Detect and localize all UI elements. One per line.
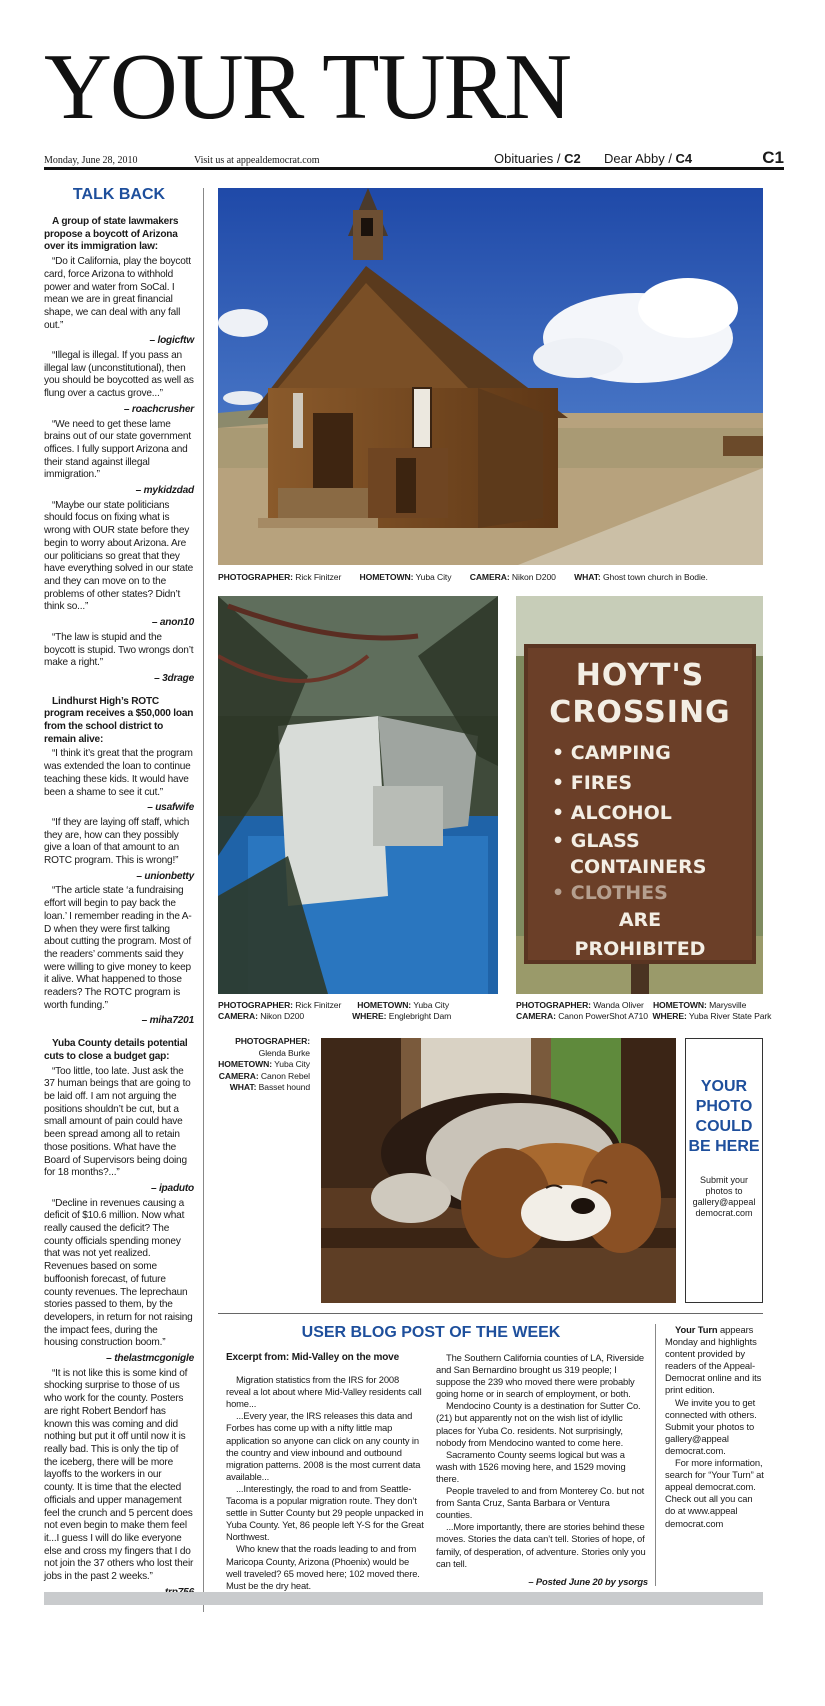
caption-label: CAMERA: [516, 1011, 556, 1021]
caption-label: PHOTOGRAPHER: [516, 1000, 591, 1010]
promo-text: Submit your photos to gallery@appeal democrat.com [692, 1175, 756, 1218]
blog-paragraph: Mendocino County is a destination for Sutter Co. (21) but apparently not on the wish list of idyllic places for Yuba Co. residents. Not surprisingly, nobody from Mendocino wanted to come here. [436, 1400, 641, 1448]
sign-line: PROHIBITED [574, 938, 706, 960]
blog-paragraph: Who knew that the roads leading to and from Maricopa County, Arizona (Phoenix) would be well traveled? 65 moved here; 102 moved there. Must be the dry heat. [226, 1543, 420, 1591]
reader-comment: “Illegal is illegal. If you pass an illegal law (unconstitutional), then you should be boycotted as well as flung over a cactus grove...” [44, 350, 194, 400]
church-photo [218, 188, 763, 565]
dateline [44, 150, 784, 170]
column-divider [203, 188, 204, 1612]
blog-paragraph: The Southern California counties of LA, Riverside and San Bernardino brought us 319 people; I suppose the 239 who moved there were probably going home or in search of employment, or both. [436, 1352, 644, 1400]
sign-photo [516, 596, 763, 994]
sign-line: • GLASS [552, 830, 640, 852]
camera: Nikon D200 [511, 572, 556, 582]
comment-author: – mykidzdad [135, 485, 194, 497]
issue-date: Monday, June 28, 2010 [44, 155, 138, 166]
website-promo: Visit us at appealdemocrat.com [194, 155, 320, 166]
dear-abby-xref [604, 151, 692, 166]
hometown: Yuba City [274, 1059, 310, 1069]
reader-comment: “It is not like this is some kind of shocking surprise to those of us who work for the county. Posters are right Robert Bendorf has known this was coming and did nothing but put it off until now it is really bad. This is only the tip of the iceberg, there will be more layoffs to the workers in our county. It is time that the elected officials and upper management feel the crunch and 5 percent does not even begin to make them feel it...I guess I will do like everyone else and cross my fingers that I do not join the 37 others who lost their jobs in the past 2 weeks.” [44, 1367, 194, 1583]
photo-subject: Ghost town church in Bodie. [602, 572, 708, 582]
comment-author: – ipaduto [150, 1182, 194, 1194]
caption-label: WHERE: [652, 1011, 687, 1021]
obituaries-xref [494, 151, 581, 166]
caption-label: WHAT: [574, 572, 601, 582]
column-divider [655, 1324, 656, 1586]
camera: Canon PowerShot A710 [558, 1011, 648, 1021]
sign-line: CROSSING [549, 695, 731, 730]
caption-label: CAMERA: [218, 1011, 258, 1021]
blog-paragraph: ...Interestingly, the road to and from Seattle-Tacoma is a popular migration route. They don’t settle in Sutter County but 29 people unpacked in Yuba County. Yet, 86 people left Y-S for the Great Northwest. [226, 1482, 424, 1543]
camera: Nikon D200 [260, 1011, 305, 1021]
caption-label: PHOTOGRAPHER: [218, 1000, 293, 1010]
caption-label: HOMETOWN: [359, 572, 414, 582]
blog-paragraph: People traveled to and from Monterey Co. but not from Santa Cruz, Santa Barbara or Ventura counties. [436, 1485, 645, 1521]
blog-excerpt-title: Excerpt from: Mid-Valley on the move [226, 1352, 399, 1363]
dog-photo [321, 1038, 676, 1303]
photographer-name: Glenda Burke [258, 1047, 310, 1058]
photographer-name: Wanda Oliver [593, 1000, 644, 1010]
info-text: We invite you to get connected with others. Submit your photos to gallery@appeal democrat.com. [665, 1396, 757, 1456]
comment-author: – miha7201 [141, 1015, 194, 1027]
sign-line: ARE [618, 909, 662, 931]
photo-subject: Basset hound [258, 1082, 310, 1092]
dam-caption [218, 1000, 451, 1022]
comment-author: – 3drage [154, 672, 194, 684]
blog-column-1 [226, 1352, 424, 1592]
photographer-name: Rick Finitzer [295, 1000, 342, 1010]
obituaries-label: Obituaries / [494, 151, 565, 166]
photo-location: Englebright Dam [388, 1011, 452, 1021]
caption-label: CAMERA: [469, 572, 510, 582]
sign-text [530, 658, 750, 964]
sign-line: HOYT'S [575, 658, 705, 693]
promo-headline-line: PHOTO [695, 1098, 753, 1115]
comment-author: – anon10 [151, 617, 194, 629]
reader-comment: “Too little, too late. Just ask the 37 human beings that are going to be laid off. I am not arguing the positions shouldn’t be cut, but a small amount of pain could have been spread among all to retain those positions. What have the Board of Supervisors being doing for 18 months?...” [44, 1065, 191, 1179]
section-name: Your Turn [675, 1324, 718, 1335]
your-turn-info [665, 1324, 765, 1530]
info-text: For more information, search for “Your Turn” at appeal democrat.com. Check out all you can do at www.appeal democrat.com [665, 1457, 764, 1529]
church-caption [218, 572, 708, 583]
reader-comment: “Maybe our state politicians should focus on fixing what is wrong with OUR state before they begin to worry about Arizona. Are our politicians so great that they have everything solved in our state and they can move on to the problems of other states? Didn’t think so...” [44, 499, 193, 613]
reader-comment: “Do it California, play the boycott card, force Arizona to withhold power and water from SoCal. I mean we are in great financial shape, we can deal with any fall out.” [44, 256, 191, 331]
sign-line: • CAMPING [552, 742, 671, 764]
hometown: Marysville [709, 1000, 747, 1010]
page-title: YOUR TURN [44, 35, 571, 139]
talk-back-heading: TALK BACK [72, 186, 166, 203]
sign-line: • CLOTHES [552, 882, 668, 904]
caption-label: WHERE: [352, 1011, 387, 1021]
topic-headline: A group of state lawmakers propose a boycott of Arizona over its immigration law: [44, 216, 179, 253]
your-photo-promo [685, 1038, 763, 1303]
caption-label: HOMETOWN: [357, 1000, 412, 1010]
dog-caption [218, 1036, 310, 1094]
promo-headline-line: COULD [695, 1118, 753, 1135]
reader-comment: “Decline in revenues causing a deficit of $10.6 million. Now what really caused the deficit? The county officials spending money that was not yet realized. Revenues based on some buffoonish forecast, of future county revenues. The leprechaun stories passed to them, by the developers, in return for not raising the impact fees, during the housing construction boom.” [44, 1197, 193, 1349]
sign-line: • ALCOHOL [552, 802, 672, 824]
sign-caption [516, 1000, 771, 1022]
talk-back-column [44, 186, 194, 1599]
hometown: Yuba City [415, 572, 452, 582]
photographer-name: Rick Finitzer [295, 572, 342, 582]
dear-abby-label: Dear Abby / [604, 151, 676, 166]
blog-paragraph: ...More importantly, there are stories behind these moves. Stories the data can’t tell. Stories of hope, of family, of desperation, of adventure. Stories only you can tell. [436, 1521, 646, 1569]
blog-column-2 [436, 1352, 648, 1588]
section-divider [218, 1313, 763, 1314]
reader-comment: “If they are laying off staff, which they are, how can they possibly give a loan of that amount to an ROTC program. This is wrong!” [44, 816, 190, 867]
obituaries-page: C2 [564, 151, 581, 166]
comment-author: – unionbetty [136, 870, 194, 882]
camera: Canon Rebel [260, 1070, 310, 1081]
caption-label: CAMERA: [218, 1070, 259, 1081]
sign-line: CONTAINERS [570, 856, 707, 878]
page-number: C1 [762, 148, 784, 167]
comment-author: – usafwife [147, 802, 194, 814]
reader-comment: “I think it’s great that the program was extended the loan to continue teaching these kids. It would have been a shame to see it cut.” [44, 748, 193, 798]
masthead [44, 35, 784, 140]
reader-comment: “The article state ‘a fundraising effort will begin to pay back the loan.’ I remember reading in the A-D when they were first talking about cutting the program. Most of the readers’ comments said they were willing to give money to keep it alive. What happened to those readers? The ROTC program is worth funding.” [44, 885, 192, 1011]
caption-label: PHOTOGRAPHER: [218, 572, 293, 582]
blog-paragraph: ...Every year, the IRS releases this data and Forbes has come up with a nifty little map application so anyone can click on any county in the country and view inbound and outbound migration patterns. 2008 is the most current data available... [226, 1410, 421, 1482]
photo-location: Yuba River State Park [688, 1011, 772, 1021]
info-text: appears Monday and highlights content provided by readers of the Appeal-Democrat online and its print edition. [665, 1324, 762, 1396]
promo-headline-line: BE HERE [688, 1138, 760, 1155]
sign-line: • FIRES [552, 772, 633, 794]
caption-label: WHAT: [229, 1082, 257, 1092]
topic-headline: Yuba County details potential cuts to close a budget gap: [44, 1038, 188, 1062]
caption-label: HOMETOWN: [652, 1000, 707, 1010]
promo-headline-line: YOUR [700, 1078, 748, 1095]
dam-photo [218, 596, 498, 994]
caption-label: HOMETOWN: [218, 1059, 272, 1069]
caption-label: PHOTOGRAPHER: [235, 1036, 310, 1046]
comment-author: – logicftw [149, 335, 194, 347]
reader-comment: “The law is stupid and the boycott is stupid. Two wrongs don’t make a right.” [44, 631, 194, 669]
blog-posted-by: – Posted June 20 by ysorgs [528, 1575, 648, 1587]
blog-heading: USER BLOG POST OF THE WEEK [301, 1324, 561, 1341]
footer-bar [44, 1592, 763, 1605]
reader-comment: “We need to get these lame brains out of our state government offices. I fully support Arizona and their stand against illegal immigration.” [44, 418, 191, 481]
dear-abby-page: C4 [675, 151, 693, 166]
promo-headline [686, 1077, 762, 1157]
hometown: Yuba City [413, 1000, 450, 1010]
comment-author: – roachcrusher [123, 403, 194, 415]
blog-paragraph: Sacramento County seems logical but was a wash with 1526 moving here, and 1529 moving there. [436, 1448, 626, 1484]
topic-headline: Lindhurst High’s ROTC program receives a $50,000 loan from the school district to remain alive: [44, 695, 194, 745]
comment-author: – thelastmcgonigle [106, 1353, 194, 1365]
blog-paragraph: Migration statistics from the IRS for 2008 reveal a lot about where Mid-Valley residents call home... [226, 1374, 422, 1410]
